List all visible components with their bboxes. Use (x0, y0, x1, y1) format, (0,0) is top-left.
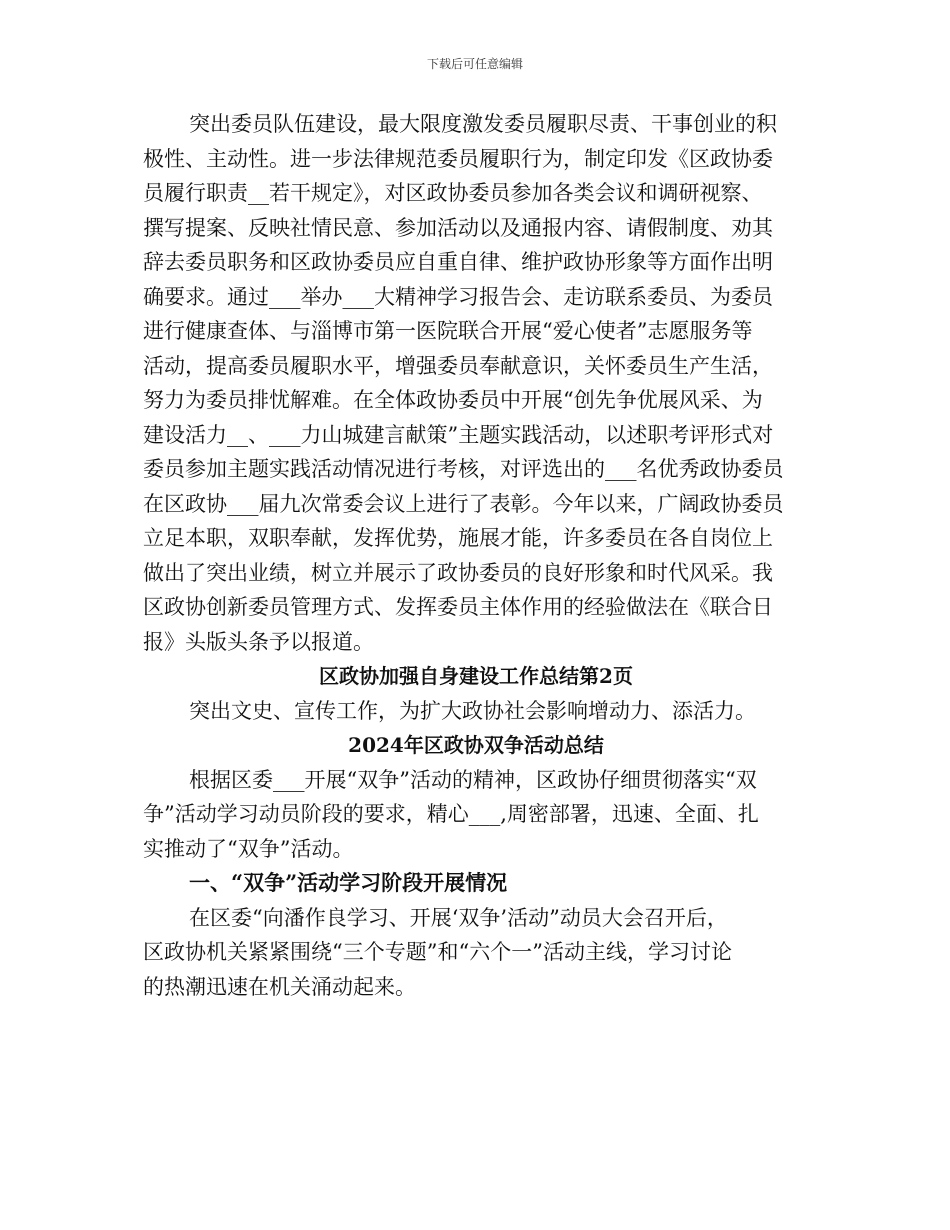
text-line: 的热潮迅速在机关涌动起来。 (143, 974, 416, 999)
text-line: 建设活力__、___力山城建言献策”主题实践活动，以述职考评形式对 (143, 422, 774, 447)
text-line: 活动，提高委员履职水平，增强委员奉献意识，关怀委员生产生活， (143, 353, 773, 378)
text-line: 在区委“向潘作良学习、开展‘双争’活动”动员大会召开后， (189, 905, 728, 930)
text-line: 进行健康查体、与淄博市第一医院联合开展“爱心使者”志愿服务等 (143, 319, 753, 343)
paragraph-committee-building (143, 107, 809, 659)
text-line: 报》头版头条予以报道。 (143, 629, 374, 654)
text-line: 努力为委员排忧解难。在全体政协委员中开展“创先争优展风采、为 (143, 388, 763, 412)
text-line: 立足本职，双职奉献，发挥优势，施展才能，许多委员在各自岗位上 (143, 526, 773, 550)
text-line: 确要求。通过___举办___大精神学习报告会、走访联系委员、为委员 (143, 284, 773, 309)
text-line: 撰写提案、反映社情民意、参加活动以及通报内容、请假制度、劝其 (143, 215, 773, 240)
text-line: 员履行职责__若干规定》，对区政协委员参加各类会议和调研视察、 (143, 181, 763, 205)
text-line: 争”活动学习动员阶段的要求，精心___,周密部署，迅速、全面、扎 (143, 802, 759, 826)
text-line: 在区政协___届九次常委会议上进行了表彰。今年以来，广阔政协委员 (143, 491, 784, 516)
text-line: 区政协创新委员管理方式、发挥委员主体作用的经验做法在《联合日 (143, 595, 773, 619)
text-line: 突出文史、宣传工作，为扩大政协社会影响增动力、添活力。 (189, 698, 756, 723)
text-line: 区政协机关紧紧围绕“三个专题”和“六个一”活动主线，学习讨论 (143, 940, 732, 964)
paragraph-study-phase (143, 901, 809, 1005)
section-title: 区政协加强自身建设工作总结第2页 (319, 664, 633, 688)
text-line: 辞去委员职务和区政协委员应自重自律、维护政协形象等方面作出明 (143, 250, 773, 274)
text-line: 实推动了“双争”活动。 (143, 836, 354, 861)
section-heading: 一、“双争”活动学习阶段开展情况 (189, 870, 508, 895)
text-line: 委员参加主题实践活动情况进行考核，对评选出的___名优秀政协委员 (143, 457, 784, 481)
page-header: 下载后可任意编辑 (426, 57, 523, 71)
text-line: 根据区委___开展“双争”活动的精神，区政协仔细贯彻落实“双 (189, 767, 757, 792)
text-line: 做出了突出业绩，树立并展示了政协委员的良好形象和时代风采。我 (143, 560, 773, 585)
text-line: 极性、主动性。进一步法律规范委员履职行为，制定印发《区政协委 (143, 146, 773, 171)
text-line: 突出委员队伍建设，最大限度激发委员履职尽责、干事创业的积 (189, 112, 777, 136)
document-title: 2024年区政协双争活动总结 (348, 733, 604, 757)
paragraph-culture-publicity (143, 694, 809, 729)
paragraph-intro (143, 763, 809, 867)
document-body (143, 107, 809, 1004)
